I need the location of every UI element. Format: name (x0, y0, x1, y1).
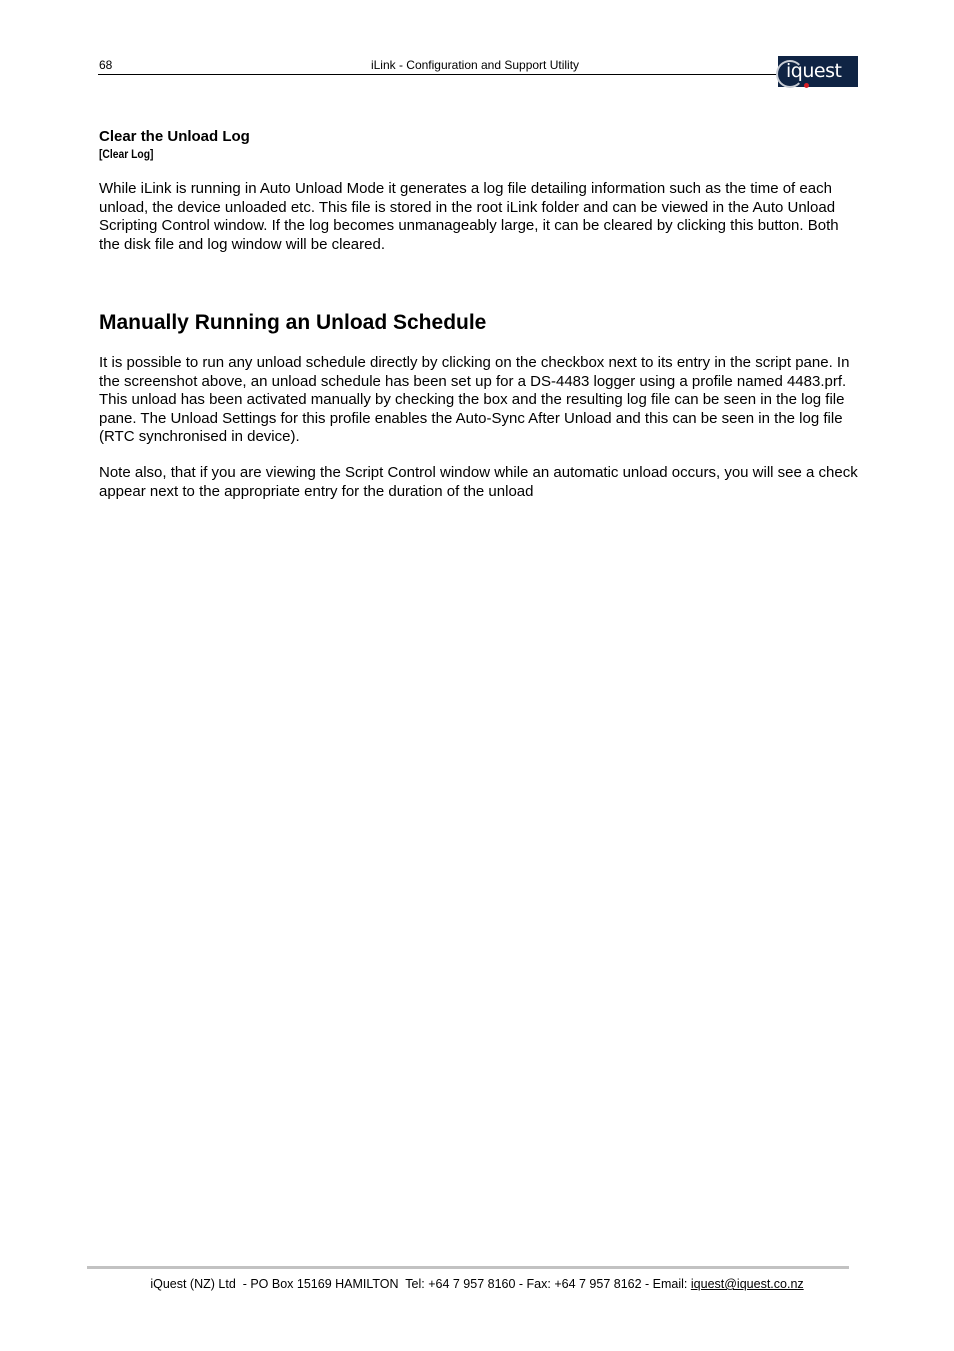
manual-unload-paragraph-1: It is possible to run any unload schedule directly by clicking on the checkbox next to its entry in the script pane. In the screenshot above, an unload schedule has been set up for a DS-4483 logger using a profile named 4483.prf. This unload has been activated manually by checking the box and the resulting log file can be seen in the log file pane. The Unload Settings for this profile enables the Auto-Sync After Unload and this can be seen in the log file (RTC synchronised in device). (99, 354, 850, 445)
footer-divider (87, 1266, 849, 1269)
header-divider (98, 74, 788, 75)
footer-contact-text: iQuest (NZ) Ltd - PO Box 15169 HAMILTON Tel: +64 7 957 8160 - Fax: +64 7 957 8162 - Email: (150, 1277, 691, 1291)
document-title: iLink - Configuration and Support Utility (370, 58, 580, 72)
logo-dot-icon (804, 83, 809, 88)
manual-unload-paragraph-2: Note also, that if you are viewing the Script Control window while an automatic unload occurs, you will see a check appear next to the appropriate entry for the duration of the unload (99, 464, 858, 500)
section-heading-manual-unload: Manually Running an Unload Schedule (99, 311, 487, 334)
button-reference-tag: [Clear Log] (99, 147, 154, 161)
logo-text: iquest (786, 60, 842, 82)
footer-contact (87, 1277, 867, 1292)
page-number: 68 (99, 58, 113, 72)
section-heading-clear-log: Clear the Unload Log (99, 128, 250, 145)
iquest-logo (778, 56, 858, 87)
footer-email-link[interactable]: iquest@iquest.co.nz (690, 1277, 804, 1291)
clear-log-paragraph: While iLink is running in Auto Unload Mode it generates a log file detailing information such as the time of each unload, the device unloaded etc. This file is stored in the root iLink folder and can be viewed in the Auto Unload Scripting Control window. If the log becomes unmanageably large, it can be cleared by clicking this button. Both the disk file and log window will be cleared. (99, 180, 839, 253)
